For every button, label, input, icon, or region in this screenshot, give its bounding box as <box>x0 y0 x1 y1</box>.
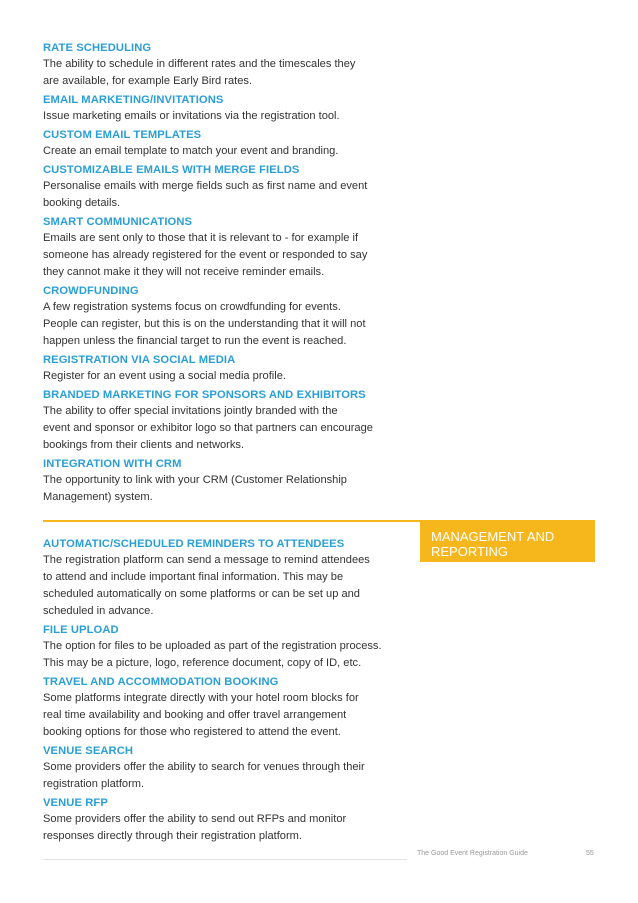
feature-heading: BRANDED MARKETING FOR SPONSORS AND EXHIBITORS <box>43 389 366 401</box>
description-line: event and sponsor or exhibitor logo so that partners can encourage <box>43 422 373 434</box>
feature-description <box>43 368 413 385</box>
feature-description <box>43 178 413 212</box>
description-line: to attend and include important final information. This may be <box>43 571 344 583</box>
description-line: The registration platform can send a message to remind attendees <box>43 554 370 566</box>
feature-heading: INTEGRATION WITH CRM <box>43 458 182 470</box>
description-line: The ability to offer special invitations jointly branded with the <box>43 405 338 417</box>
description-line: Some providers offer the ability to send out RFPs and monitor <box>43 813 347 825</box>
description-line: bookings from their clients and networks. <box>43 439 245 451</box>
feature-heading: CUSTOMIZABLE EMAILS WITH MERGE FIELDS <box>43 164 300 176</box>
description-line: registration platform. <box>43 778 145 790</box>
feature-description <box>43 403 413 454</box>
description-line: booking details. <box>43 197 121 209</box>
description-line: someone has already registered for the event or responded to say <box>43 249 368 261</box>
description-line: Personalise emails with merge fields such as first name and event <box>43 180 368 192</box>
description-line: scheduled in advance. <box>43 605 154 617</box>
feature-heading: CUSTOM EMAIL TEMPLATES <box>43 129 202 141</box>
feature-heading: REGISTRATION VIA SOCIAL MEDIA <box>43 354 236 366</box>
description-line: real time availability and booking and offer travel arrangement <box>43 709 347 721</box>
feature-description <box>43 108 413 125</box>
section-label: MANAGEMENT AND REPORTING <box>431 529 555 559</box>
description-line: Register for an event using a social media profile. <box>43 370 286 382</box>
feature-description <box>43 759 413 793</box>
description-line: responses directly through their registration platform. <box>43 830 302 842</box>
description-line: scheduled automatically on some platforms or can be set up and <box>43 588 360 600</box>
section-divider <box>43 520 420 522</box>
description-line: The opportunity to link with your CRM (Customer Relationship <box>43 474 347 486</box>
description-line: happen unless the financial target to run the event is reached. <box>43 335 347 347</box>
description-line: Some platforms integrate directly with your hotel room blocks for <box>43 692 359 704</box>
section-label-box <box>420 520 595 562</box>
description-line: A few registration systems focus on crowdfunding for events. <box>43 301 341 313</box>
feature-description <box>43 552 413 620</box>
feature-description <box>43 472 413 506</box>
description-line: Issue marketing emails or invitations via the registration tool. <box>43 110 340 122</box>
feature-description <box>43 638 413 672</box>
feature-description <box>43 811 413 845</box>
feature-heading: CROWDFUNDING <box>43 285 139 297</box>
feature-heading: EMAIL MARKETING/INVITATIONS <box>43 94 224 106</box>
feature-heading: AUTOMATIC/SCHEDULED REMINDERS TO ATTENDEES <box>43 538 345 550</box>
description-line: The option for files to be uploaded as part of the registration process. <box>43 640 382 652</box>
feature-heading: RATE SCHEDULING <box>43 42 152 54</box>
page-number: 55 <box>586 850 594 857</box>
feature-description <box>43 299 413 350</box>
feature-heading: VENUE SEARCH <box>43 745 134 757</box>
feature-heading: SMART COMMUNICATIONS <box>43 216 193 228</box>
features-list-top <box>43 41 413 509</box>
description-line: The ability to schedule in different rates and the timescales they <box>43 58 356 70</box>
description-line: People can register, but this is on the understanding that it will not <box>43 318 366 330</box>
description-line: Some providers offer the ability to search for venues through their <box>43 761 365 773</box>
feature-heading: TRAVEL AND ACCOMMODATION BOOKING <box>43 676 279 688</box>
description-line: This may be a picture, logo, reference document, copy of ID, etc. <box>43 657 362 669</box>
description-line: Management) system. <box>43 491 153 503</box>
feature-heading: VENUE RFP <box>43 797 108 809</box>
feature-description <box>43 690 413 741</box>
feature-heading: FILE UPLOAD <box>43 624 119 636</box>
description-line: Emails are sent only to those that it is relevant to - for example if <box>43 232 359 244</box>
features-list-bottom <box>43 537 413 848</box>
feature-description <box>43 56 413 90</box>
description-line: are available, for example Early Bird rates. <box>43 75 253 87</box>
footer-guide-title: The Good Event Registration Guide <box>417 850 528 857</box>
description-line: booking options for those who registered to attend the event. <box>43 726 341 738</box>
footer-divider <box>43 859 407 860</box>
description-line: they cannot make it they will not receive reminder emails. <box>43 266 325 278</box>
description-line: Create an email template to match your event and branding. <box>43 145 339 157</box>
feature-description <box>43 143 413 160</box>
feature-description <box>43 230 413 281</box>
